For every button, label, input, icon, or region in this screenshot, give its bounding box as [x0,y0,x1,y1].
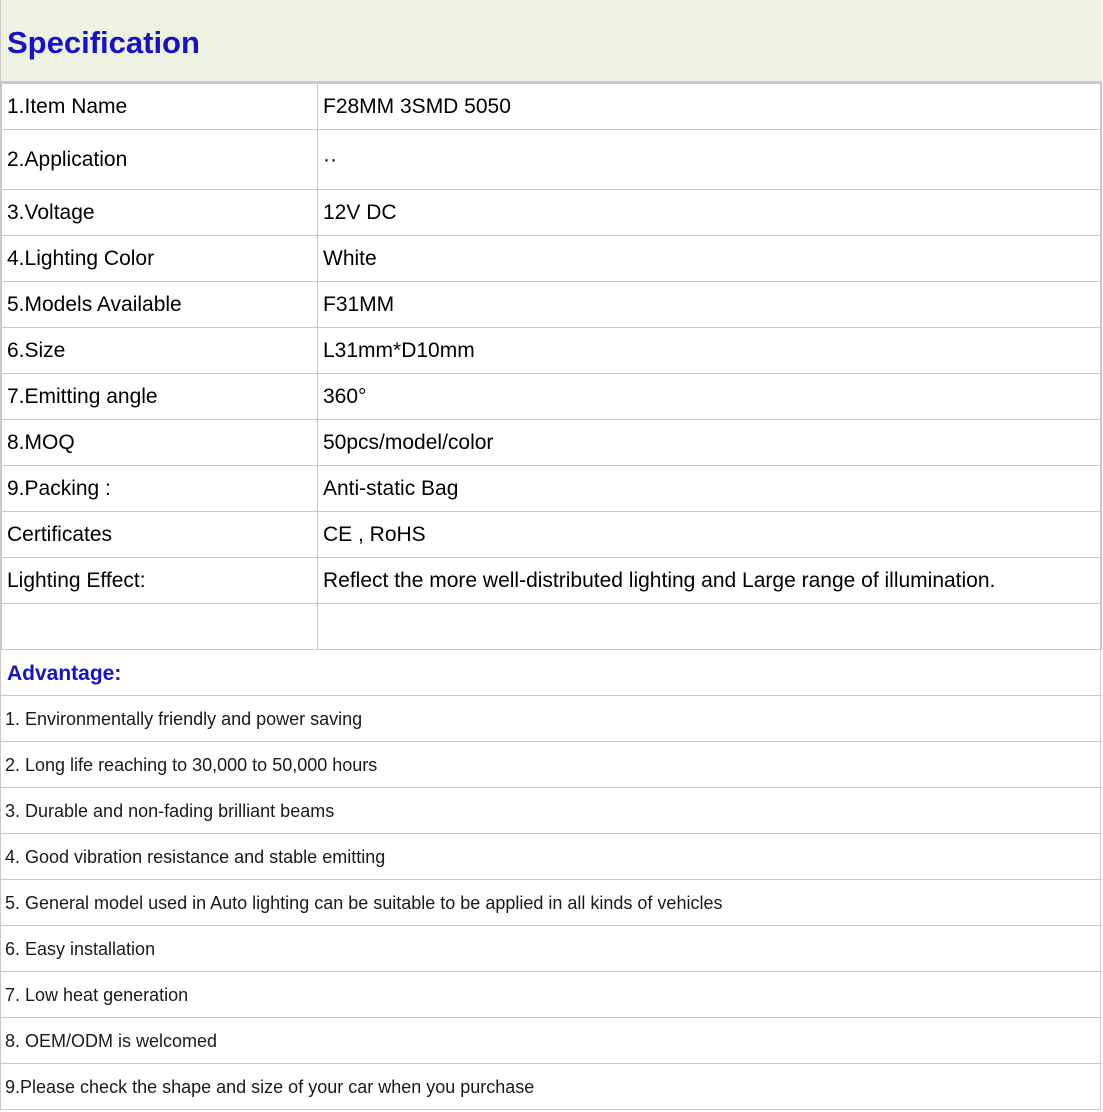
spec-label: 5.Models Available [2,282,318,328]
spec-value: F28MM 3SMD 5050 [318,84,1102,130]
advantage-item: 8. OEM/ODM is welcomed [1,1018,1102,1064]
spec-table [1,83,1102,650]
advantage-item: 7. Low heat generation [1,972,1102,1018]
page-title: Specification [7,25,200,60]
spec-row-voltage [2,190,1102,236]
spec-value: Reflect the more well-distributed lighting and Large range of illumination. [318,558,1102,604]
advantage-item: 3. Durable and non-fading brilliant beams [1,788,1102,834]
spec-label [2,604,318,650]
spec-label: 9.Packing : [2,466,318,512]
spec-row-lighting-color [2,236,1102,282]
spec-value: 360° [318,374,1102,420]
spec-row-item-name [2,84,1102,130]
spec-label: Certificates [2,512,318,558]
advantage-heading: Advantage: [7,662,122,685]
spec-row-moq [2,420,1102,466]
advantage-header [1,650,1102,696]
advantage-item: 2. Long life reaching to 30,000 to 50,000 hours [1,742,1102,788]
advantage-item: 4. Good vibration resistance and stable emitting [1,834,1102,880]
spec-row-size [2,328,1102,374]
advantage-item: 5. General model used in Auto lighting can be suitable to be applied in all kinds of vehicles [1,880,1102,926]
spec-row-models-available [2,282,1102,328]
spec-row-certificates [2,512,1102,558]
spec-row-emitting-angle [2,374,1102,420]
title-bar [1,0,1102,83]
spec-label: 8.MOQ [2,420,318,466]
spec-value [318,604,1102,650]
spec-value: Anti-static Bag [318,466,1102,512]
spec-value: F31MM [318,282,1102,328]
spec-row-application [2,130,1102,190]
spec-label: 6.Size [2,328,318,374]
spec-value: CE , RoHS [318,512,1102,558]
advantage-list [1,696,1102,1110]
spec-value: White [318,236,1102,282]
spec-label: 2.Application [2,130,318,190]
advantage-item: 6. Easy installation [1,926,1102,972]
spec-label: 3.Voltage [2,190,318,236]
spec-label: 7.Emitting angle [2,374,318,420]
advantage-item: 9.Please check the shape and size of your car when you purchase [5,1077,535,1097]
spec-label: 1.Item Name [2,84,318,130]
spec-value: ·· [318,130,1102,190]
spec-value: 50pcs/model/color [318,420,1102,466]
advantage-item: 1. Environmentally friendly and power saving [1,696,1102,742]
spec-value: L31mm*D10mm [318,328,1102,374]
spec-label: 4.Lighting Color [2,236,318,282]
spec-value: 12V DC [318,190,1102,236]
spec-label: Lighting Effect: [2,558,318,604]
spec-row-empty [2,604,1102,650]
spec-row-lighting-effect [2,558,1102,604]
spec-row-packing [2,466,1102,512]
